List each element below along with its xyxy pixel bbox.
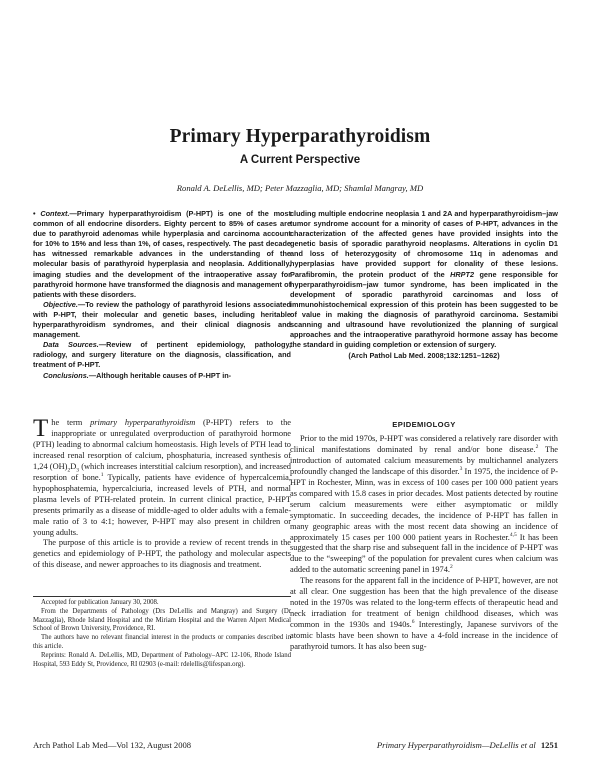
abstract-data-sources [33, 340, 291, 370]
citation: (Arch Pathol Lab Med. 2008;132:1251–1262) [348, 351, 500, 361]
intro-column [33, 415, 291, 571]
intro-text: (which increases interstitial calcium resorption), and increased resorption of bone. [33, 461, 291, 482]
conclusions-text-cont: cluding multiple endocrine neoplasia 1 and 2A and hyperparathyroidism–jaw tumor syndrome account for a minority of cases of P-HPT, advances in the characterization of the affected genes have provided insights into the genetic basis of sporadic parathyroid neoplasms. Alterations in cyclin D1 and loss of heterozygosity of chromosome 11q in adenomas and hyperplasias have provided support for clonality of these lesions. Parafibromin, the protein product of the [290, 209, 558, 279]
gene-name: HRPT2 [450, 269, 475, 279]
context-text: —Primary hyperparathyroidism (P-HPT) is one of the most common of all endocrine disorders. Eighty percent to 85% of cases are due to parathyroid adenomas while hyperplasia and carcinoma account for 10% to 15% and less than 1%, of cases, respectively. The past decade has witnessed remarkable advances in the understanding of the molecular basis of parathyroid hyperplasia and neoplasia. Additionally, imaging studies and the development of the intraoperative assay for parathyroid hormone have transformed the diagnosis and management of patients with these disorders. [33, 209, 291, 299]
intro-paragraph-1 [33, 415, 291, 538]
abstract-left-column [33, 209, 291, 381]
epi-text: The introduction of automated calcium measurements by multichannel analyzers profoundly changed the landscape of this disorder. [290, 444, 558, 476]
article-subtitle: A Current Perspective [239, 154, 361, 166]
abstract-objective [33, 300, 291, 340]
conclusions-label: Conclusions. [43, 370, 89, 380]
reference-marker: 1 [100, 471, 104, 478]
epi-text: Prior to the mid 1970s, P-HPT was considered a relatively rare disorder with clinical manifestations dominated by renal and/or bone disease. [290, 433, 558, 454]
accepted-note: Accepted for publication January 30, 2008. [41, 599, 159, 606]
intro-text: (P-HPT) refers to the inappropriate or unregulated overproduction of parathyroid hormone (PTH) leading to abnormal calcium homeostasis. High levels of PTH lead to increased renal resorption of calcium, phosphaturia, increased synthesis of 1,24 (OH) [33, 418, 291, 471]
epidemiology-paragraph-1 [290, 434, 558, 576]
abstract-conclusions-start [33, 371, 291, 381]
reprints-note: Reprints: Ronald A. DeLellis, MD, Department of Pathology–APC 12-106, Rhode Island Hospital, 593 Eddy St, Providence, RI 02903 (e-mail: rdelellis@lifespan.org). [33, 651, 291, 668]
reference-marker: 6 [411, 619, 415, 626]
conclusions-text-start: —Although heritable causes of P-HPT in- [88, 370, 232, 380]
intro-text: he term [51, 418, 91, 427]
context-label: Context. [40, 209, 70, 218]
page-number: 1251 [540, 740, 558, 750]
abstract-context: • Context.—Primary hyperparathyroidism (P-HPT) is one of the most common of all endocrine disorders. Eighty percent to 85% of cases are due to parathyroid adenomas while hyperplasia and carcinoma account for 10% to 15% and less than 1%, of cases, respectively. The past decade has witnessed remarkable advances in the understanding of the molecular basis of parathyroid hyperplasia and neoplasia. Additionally, imaging studies and the development of the intraoperative assay for parathyroid hormone have transformed the diagnosis and management of patients with these disorders. [33, 209, 291, 299]
epi-text: In 1975, the incidence of P-HPT in Rochester, Minn, was in excess of 100 cases per 100 000 patient years as compared with 15.8 cases in prior decades. Most patients detected by routine serum calcium measurements were either asymptomatic or mildly symptomatic. In succeeding decades, the incidence of P-HPT has fallen in many geographic areas with the most recent data showing an incidence of approximately 15 cases per 100 000 patient years in Rochester. [290, 466, 558, 542]
section-heading-epidemiology: EPIDEMIOLOGY [392, 420, 456, 429]
article-title: Primary Hyperparathyroidism [169, 126, 431, 147]
objective-text: —To review the pathology of parathyroid lesions associated with P-HPT, their molecular and genetic bases, including heritable hyperparathyroidism syndromes, and their clinical diagnosis and management. [33, 299, 291, 340]
intro-paragraph-2: The purpose of this article is to provide a review of recent trends in the genetics and epidemiology of P-HPT, the pathology and molecular aspects of this disease, and newer approaches to its diagnosis and treatment. [33, 538, 291, 570]
disclosure-note: The authors have no relevant financial interest in the products or companies described in this article. [33, 634, 291, 650]
abstract-right-column [290, 209, 558, 361]
reference-marker: 2 [450, 564, 453, 571]
epidemiology-paragraph-2 [290, 576, 558, 653]
data-sources-label: Data Sources. [43, 340, 99, 350]
epidemiology-column [290, 420, 558, 653]
epi-text: Interestingly, Japanese survivors of the atomic blasts have been shown to have a 4-fold increase in the incidence of parathyroid tumors. It has also been sug- [290, 620, 558, 652]
running-title: Primary Hyperparathyroidism—DeLellis et al [376, 740, 536, 750]
intro-text: Typically, patients have evidence of hypercalcemia, hypophosphatemia, hypercalciuria, increased levels of PTH, and normal plasma levels of PTH-related protein. In current clinical practice, P-HPT presents primarily as a disease of middle-aged to older adults with a female-male ratio of 3 to 4:1; however, P-HPT may also present in children or young adults. [33, 472, 291, 537]
affiliation-note: From the Departments of Pathology (Drs DeLellis and Mangray) and Surgery (Dr Mazzaglia), Rhode Island Hospital and the Miriam Hospital and the Warren Alpert Medical School of Brown University, Providence, RI. [33, 607, 291, 633]
reference-marker: 3 [459, 466, 463, 473]
reference-marker: 4,5 [509, 531, 517, 538]
author-list: Ronald A. DeLellis, MD; Peter Mazzaglia, MD; Shamlal Mangray, MD [176, 183, 424, 193]
intro-term: primary hyperparathyroidism [90, 418, 196, 427]
reference-marker: 2 [535, 444, 539, 451]
epi-text: It has been suggested that the sharp rise and subsequent fall in the incidence of P-HPT was due to the “sweeping” of the population for prevalent cures when calcium was added to the automatic screening panel in 1974. [290, 532, 558, 575]
objective-label: Objective. [43, 299, 78, 309]
epi-text: The reasons for the apparent fall in the incidence of P-HPT, however, are not at all clear. One suggestion has been that the high prevalence of the disease noted in the 1970s was related to the long-term effects of therapeutic head and neck irradiation for treatment of benign childhood diseases, which was common in the 1930s and 1940s. [290, 576, 558, 630]
data-sources-text: —Review of pertinent epidemiology, pathology, radiology, and surgery literature on the diagnosis, classification, and treatment of P-HPT. [33, 340, 291, 370]
article-notes [33, 596, 291, 669]
journal-footer: Arch Pathol Lab Med—Vol 132, August 2008 [33, 740, 192, 750]
abstract-conclusions-cont [290, 209, 558, 350]
drop-cap: T [33, 415, 49, 442]
subscript: 3 [76, 467, 80, 474]
conclusions-text-end: gene responsible for hyperparathyroidism–jaw tumor syndrome, has been implicated in the development of sporadic parathyroid carcinomas and loss of immunohistochemical expression of this protein has been suggested to be of value in making the diagnosis of parathyroid carcinoma. Sestamibi scanning and ultrasound have revolutionized the planning of surgical approaches and the intraoperative parathyroid hormone assay has become the standard in guiding completion or extension of surgery. [290, 269, 558, 350]
running-footer [377, 740, 558, 750]
subscript: 2 [67, 467, 71, 474]
intro-text: D [70, 461, 77, 471]
